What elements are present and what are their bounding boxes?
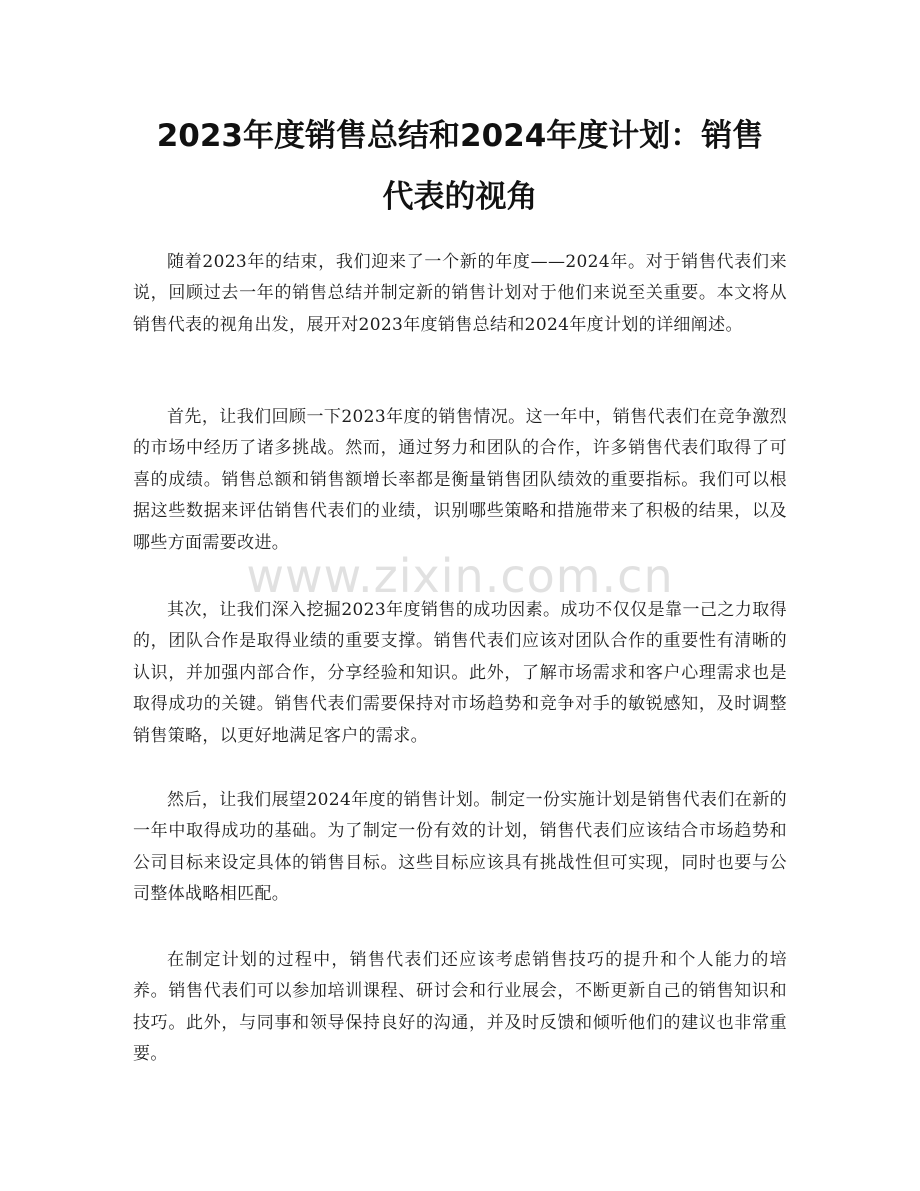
paragraph-skills: 在制定计划的过程中，销售代表们还应该考虑销售技巧的提升和个人能力的培养。销售代表们可以参加培训课程、研讨会和行业展会，不断更新自己的销售知识和技巧。此外，与同事和领导保持良好的沟通，并及时反馈和倾听他们的建议也非常重要。 — [133, 950, 787, 1065]
paragraph-plan: 然后，让我们展望2024年度的销售计划。制定一份实施计划是销售代表们在新的一年中取得成功的基础。为了制定一份有效的计划，销售代表们应该结合市场趋势和公司目标来设定具体的销售目标。这些目标应该具有挑战性但可实现，同时也要与公司整体战略相匹配。 — [133, 790, 787, 905]
paragraph-success-factors: 其次，让我们深入挖掘2023年度销售的成功因素。成功不仅仅是靠一己之力取得的，团队合作是取得业绩的重要支撑。销售代表们应该对团队合作的重要性有清晰的认识，并加强内部合作，分享经验和知识。此外，了解市场需求和客户心理需求也是取得成功的关键。销售代表们需要保持对市场趋势和竞争对手的敏锐感知，及时调整销售策略，以更好地满足客户的需求。 — [133, 600, 787, 746]
watermark: www.zixin.com.cn — [246, 549, 674, 603]
document-title — [130, 106, 790, 228]
title-line-1: 2023年度销售总结和2024年度计划：销售 — [156, 118, 764, 154]
paragraph-review: 首先，让我们回顾一下2023年度的销售情况。这一年中，销售代表们在竞争激烈的市场中经历了诸多挑战。然而，通过努力和团队的合作，许多销售代表们取得了可喜的成绩。销售总额和销售额增长率都是衡量销售团队绩效的重要指标。我们可以根据这些数据来评估销售代表们的业绩，识别哪些策略和措施带来了积极的结果，以及哪些方面需要改进。 — [133, 407, 787, 553]
title-line-2: 代表的视角 — [382, 179, 538, 215]
paragraph-intro: 随着2023年的结束，我们迎来了一个新的年度——2024年。对于销售代表们来说，回顾过去一年的销售总结并制定新的销售计划对于他们来说至关重要。本文将从销售代表的视角出发，展开对2023年度销售总结和2024年度计划的详细阐述。 — [133, 252, 787, 335]
